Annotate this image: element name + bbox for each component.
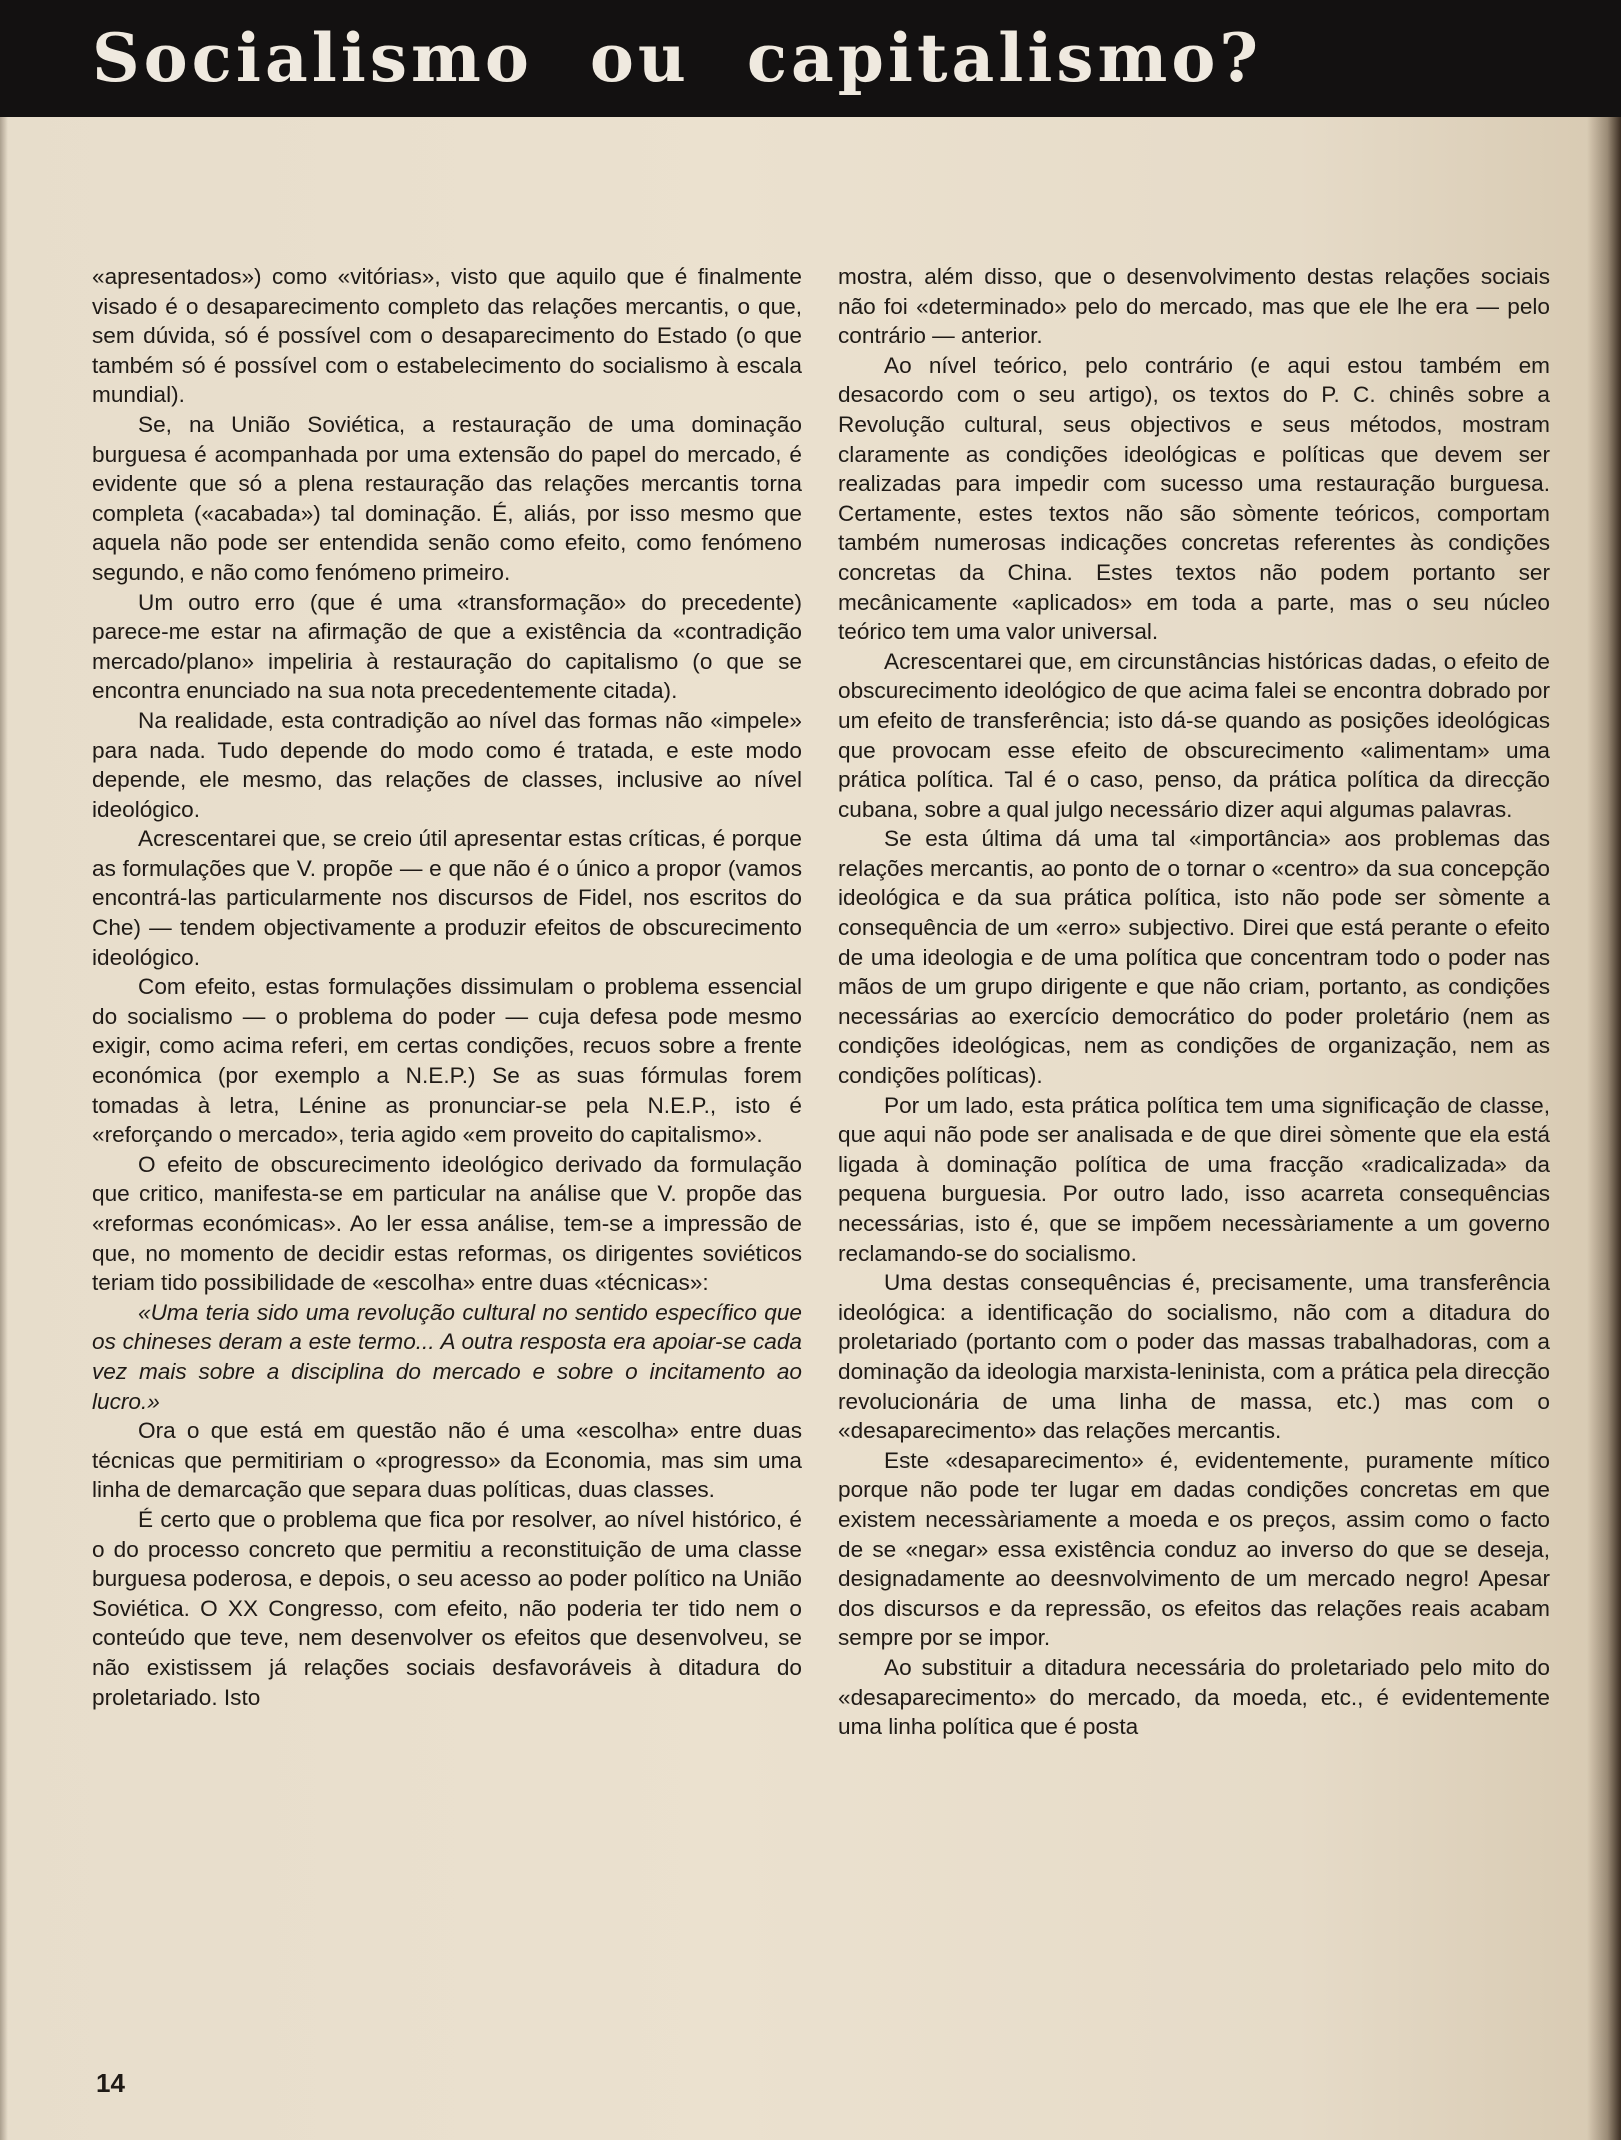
paragraph: «apresentados») como «vitórias», visto que aquilo que é finalmente visado é o desaparecimento completo das relações mercantis, o que, sem dúvida, só é possível com o desaparecimento do Estado (o que também só é possível com o estabelecimento do socialismo à escala mundial). xyxy=(92,264,802,408)
page-title: Socialismo ou capitalismo? xyxy=(92,19,1263,97)
page-left-edge xyxy=(0,110,8,2140)
paragraph: Ao nível teórico, pelo contrário (e aqui estou também em desacordo com o seu artigo), os textos do P. C. chinês sobre a Revolução cultural, seus objectivos e seus métodos, mostram claramente as condições ideológicas e políticas que devem ser realizadas para impedir com sucesso uma restauração burguesa. Certamente, estes textos não são sòmente teóricos, comportam também numerosas indicações concretas referentes às condições concretas da China. Estes textos não podem portanto ser mecânicamente «aplicados» em toda a parte, mas o seu núcleo teórico tem uma valor universal. xyxy=(838,352,1550,645)
paragraph: É certo que o problema que fica por resolver, ao nível histórico, é o do processo concreto que permitiu a reconstituição de uma classe burguesa poderosa, e depois, o seu acesso ao poder político na União Soviética. O XX Congresso, com efeito, não poderia ter tido nem o conteúdo que teve, nem desenvolver os efeitos que desenvolveu, se não existissem já relações sociais desfavoráveis à ditadura do proletariado. Isto xyxy=(92,1506,802,1710)
right-column xyxy=(838,262,1550,1742)
paragraph: Um outro erro (que é uma «transformação» do precedente) parece-me estar na afirmação de que a existência da «contradição mercado/plano» impeliria à restauração do capitalismo (o que se encontra enunciado na sua nota precedentemente citada). xyxy=(92,589,802,704)
paragraph: Por um lado, esta prática política tem uma significação de classe, que aqui não pode ser analisada e de que direi sòmente que ela está ligada à dominação política de uma fracção «radicalizada» da pequena burguesia. Por outro lado, isso acarreta consequências necessárias, isto é, que se impõem necessàriamente a um governo reclamando-se do socialismo. xyxy=(838,1092,1550,1266)
left-column xyxy=(92,262,802,1712)
paragraph: Se esta última dá uma tal «importância» aos problemas das relações mercantis, ao ponto de o tornar o «centro» da sua concepção ideológica e da sua prática política, isto não pode ser sòmente a consequência de um «erro» subjectivo. Direi que está perante o efeito de uma ideologia e de uma política que concentram todo o poder nas mãos de um grupo dirigente e que não criam, portanto, as condições necessárias ao exercício democrático do poder proletário (nem as condições ideológicas, nem as condições de organização, nem as condições políticas). xyxy=(838,826,1550,1089)
quote-paragraph: «Uma teria sido uma revolução cultural no sentido específico que os chineses deram a este termo... A outra resposta era apoiar-se cada vez mais sobre a disciplina do mercado e sobre o incitamento ao lucro.» xyxy=(92,1299,802,1414)
paragraph: Acrescentarei que, em circunstâncias históricas dadas, o efeito de obscurecimento ideológico de que acima falei se encontra dobrado por um efeito de transferência; isto dá-se quando as posições ideológicas que provocam esse efeito de obscurecimento «alimentam» uma prática política. Tal é o caso, penso, da prática política da direcção cubana, sobre a qual julgo necessário dizer aqui algumas palavras. xyxy=(838,648,1550,822)
page-binding-shadow xyxy=(1587,110,1621,2140)
page-number: 14 xyxy=(96,2068,125,2098)
paragraph: Na realidade, esta contradição ao nível das formas não «impele» para nada. Tudo depende do modo como é tratada, e este modo depende, ele mesmo, das relações de classes, inclusive ao nível ideológico. xyxy=(92,707,802,822)
paragraph: Acrescentarei que, se creio útil apresentar estas críticas, é porque as formulações que V. propõe — e que não é o único a propor (vamos encontrá-las particularmente nos discursos de Fidel, nos escritos do Che) — tendem objectivamente a produzir efeitos de obscurecimento ideológico. xyxy=(92,826,802,970)
paragraph: O efeito de obscurecimento ideológico derivado da formulação que critico, manifesta-se em particular na análise que V. propõe das «reformas económicas». Ao ler essa análise, tem-se a impressão de que, no momento de decidir estas reformas, os dirigentes soviéticos teriam tido possibilidade de «escolha» entre duas «técnicas»: xyxy=(92,1151,802,1296)
header-bar xyxy=(0,0,1621,117)
paragraph: Este «desaparecimento» é, evidentemente, puramente mítico porque não pode ter lugar em dadas condições concretas em que existem necessàriamente a moeda e os preços, assim como o facto de se «negar» essa existência conduz ao inverso do que se deseja, designadamente ao deesnvolvimento de um mercado negro! Apesar dos discursos e da repressão, os efeitos das relações reais acabam sempre por se impor. xyxy=(838,1447,1550,1651)
paragraph: mostra, além disso, que o desenvolvimento destas relações sociais não foi «determinado» pelo do mercado, mas que ele lhe era — pelo contrário — anterior. xyxy=(838,264,1550,349)
paragraph: Ao substituir a ditadura necessária do proletariado pelo mito do «desaparecimento» do mercado, da moeda, etc., é evidentemente uma linha política que é posta xyxy=(838,1654,1550,1740)
paragraph: Com efeito, estas formulações dissimulam o problema essencial do socialismo — o problema do poder — cuja defesa pode mesmo exigir, como acima referi, em certas condições, recuos sobre a frente económica (por exemplo a N.E.P.) Se as suas fórmulas forem tomadas à letra, Lénine as pronunciar-se pela N.E.P., isto é «reforçando o mercado», teria agido «em proveito do capitalismo». xyxy=(92,974,802,1148)
paragraph: Uma destas consequências é, precisamente, uma transferência ideológica: a identificação do socialismo, não com a ditadura do proletariado (portanto com o poder das massas trabalhadoras, com a dominação da ideologia marxista-leninista, com a prática pela direcção revolucionária de uma linha de massa, etc.) mas com o «desaparecimento» das relações mercantis. xyxy=(838,1270,1550,1444)
paragraph: Se, na União Soviética, a restauração de uma dominação burguesa é acompanhada por uma extensão do papel do mercado, é evidente que só a plena restauração das relações mercantis torna completa («acabada») tal dominação. É, aliás, por isso mesmo que aquela não pode ser entendida senão como efeito, como fenómeno segundo, e não como fenómeno primeiro. xyxy=(92,411,802,585)
paragraph: Ora o que está em questão não é uma «escolha» entre duas técnicas que permitiriam o «progresso» da Economia, mas sim uma linha de demarcação que separa duas políticas, duas classes. xyxy=(92,1418,802,1503)
